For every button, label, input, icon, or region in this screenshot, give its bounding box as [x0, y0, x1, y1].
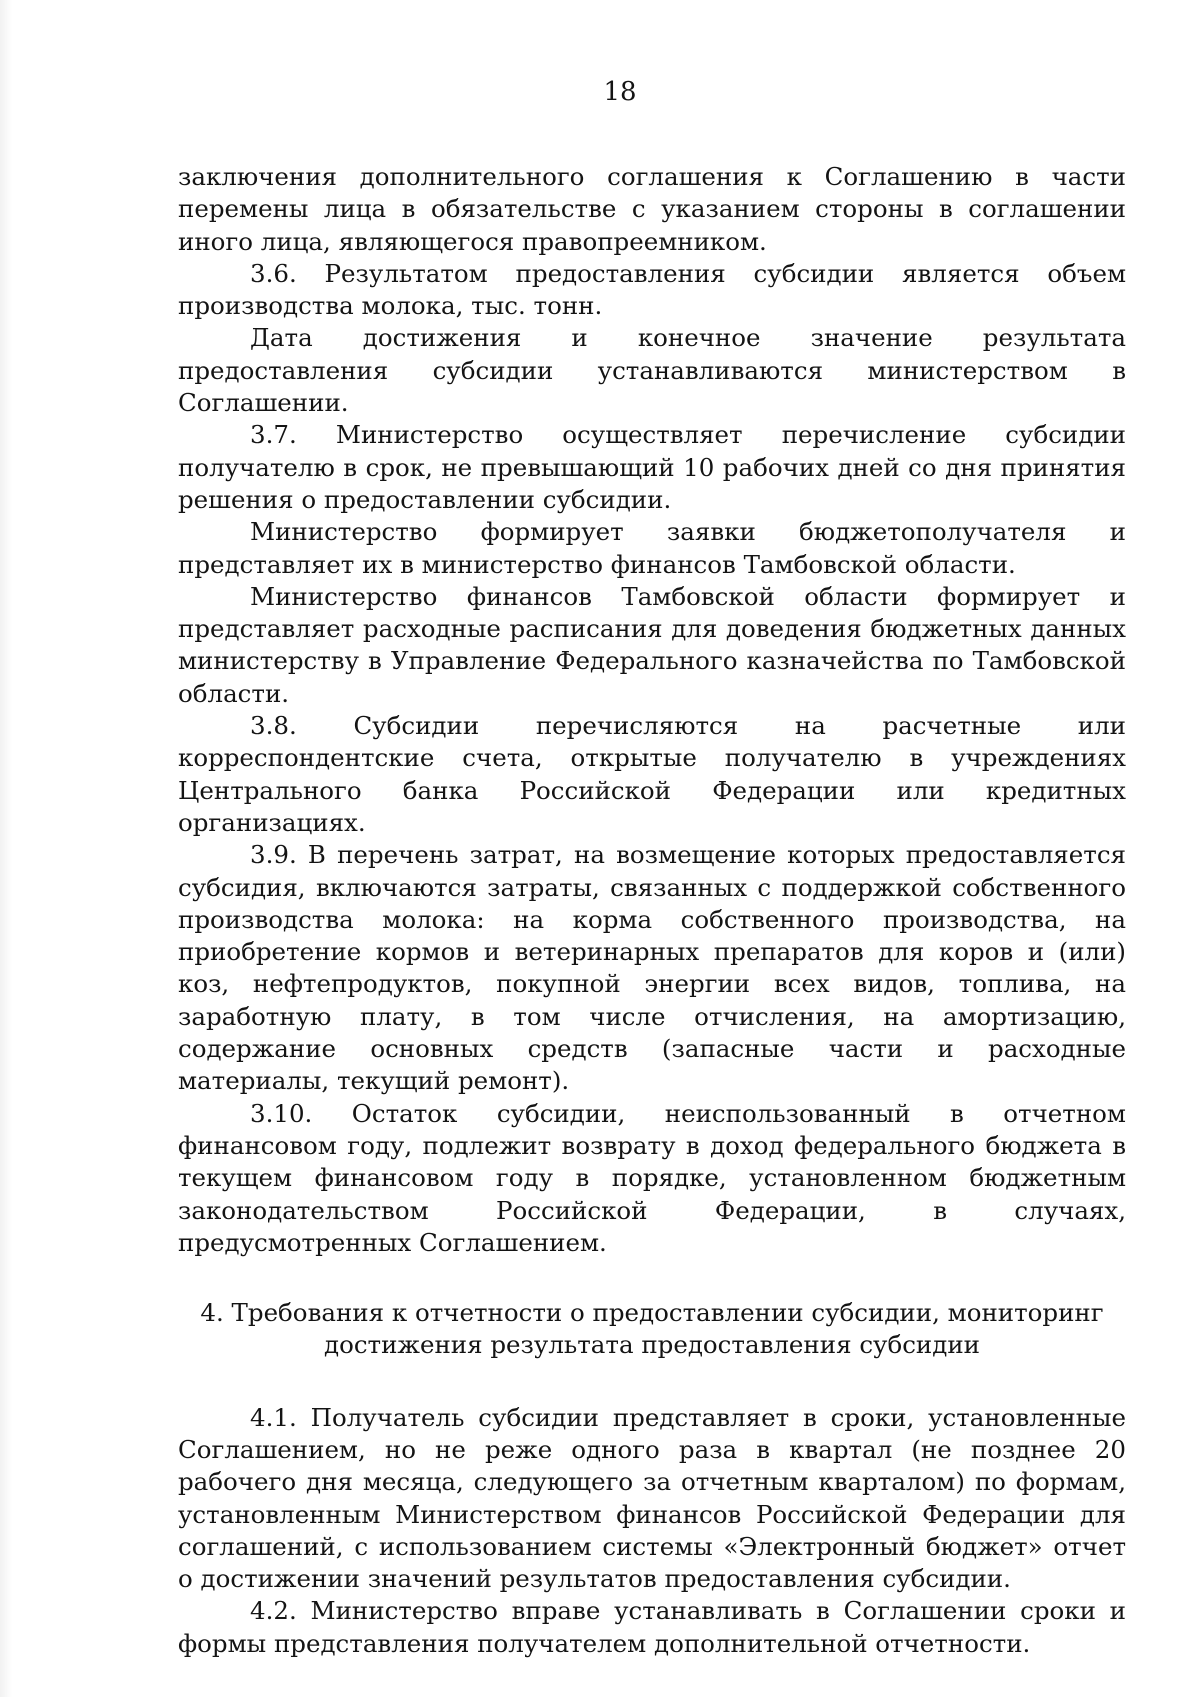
paragraph-continuation: заключения дополнительного соглашения к Соглашению в части перемены лица в обязательстве с указанием стороны в соглашении иного лица, являющегося правопреемником.: [178, 162, 1126, 256]
paragraph-finance-ministry: Министерство финансов Тамбовской области формирует и представляет расходные расписания для доведения бюджетных данных министерству в Управление Федерального казначейства по Тамбовской области.: [178, 581, 1126, 708]
paragraph-3-9: 3.9. В перечень затрат, на возмещение которых предоставляется субсидия, включаются затраты, связанных с поддержкой собственного производства молока: на корма собственного производства, на приобретение кормов и ветеринарных препаратов для коров и (или) коз, нефтепродуктов, покупной энергии всех видов, топлива, на заработную плату, в том числе отчисления, на амортизацию, содержание основных средств (запасные части и расходные материалы, текущий ремонт).: [178, 840, 1126, 1096]
page-number: 18: [603, 77, 637, 107]
document-body: [178, 161, 1126, 1660]
paragraph-3-8: 3.8. Субсидии перечисляются на расчетные или корреспондентские счета, открытые получателю в учреждениях Центрального банка Российской Федерации или кредитных организациях.: [178, 711, 1126, 837]
paragraph-ministry-requests: Министерство формирует заявки бюджетополучателя и представляет их в министерство финансов Тамбовской области.: [178, 517, 1126, 579]
paragraph-3-10: 3.10. Остаток субсидии, неиспользованный в отчетном финансовом году, подлежит возврату в доход федерального бюджета в текущем финансовом году в порядке, установленном бюджетным законодательством Российской Федерации, в случаях, предусмотренных Соглашением.: [178, 1098, 1126, 1257]
scan-edge-shadow: [0, 0, 12, 1697]
paragraph-result-date: Дата достижения и конечное значение результата предоставления субсидии устанавливаются министерством в Соглашении.: [178, 323, 1126, 418]
paragraph-4-2: 4.2. Министерство вправе устанавливать в Соглашении сроки и формы представления получателем дополнительной отчетности.: [178, 1596, 1126, 1658]
paragraph-3-6: 3.6. Результатом предоставления субсидии является объем производства молока, тыс. тонн.: [178, 258, 1126, 321]
section-heading-line-2: достижения результата предоставления субсидии: [323, 1330, 981, 1360]
paragraph-4-1: 4.1. Получатель субсидии представляет в сроки, установленные Соглашением, но не реже одного раза в квартал (не позднее 20 рабочего дня месяца, следующего за отчетным кварталом) по формам, установленным Министерством финансов Российской Федерации для соглашений, с использованием системы «Электронный бюджет» отчет о достижении значений результатов предоставления субсидии.: [178, 1402, 1126, 1594]
paragraph-3-7: 3.7. Министерство осуществляет перечисление субсидии получателю в срок, не превышающий 10 рабочих дней со дня принятия решения о предоставлении субсидии.: [178, 420, 1126, 514]
section-heading: [178, 1297, 1126, 1362]
section-heading-line-1: 4. Требования к отчетности о предоставлении субсидии, мониторинг: [200, 1298, 1104, 1328]
